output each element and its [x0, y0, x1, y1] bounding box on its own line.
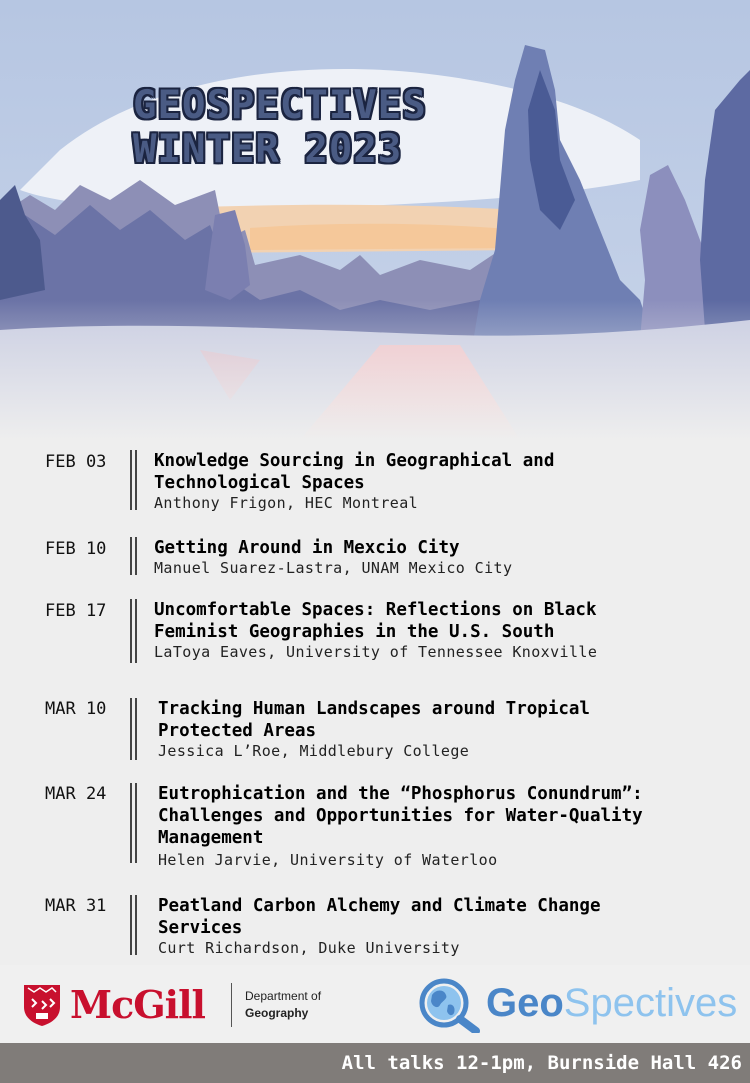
talk-title-line: Management [158, 828, 264, 848]
talk-date: FEB 03 [45, 452, 107, 472]
footer-bar [0, 1043, 750, 1083]
talk-date: MAR 10 [45, 699, 107, 719]
department-line-2 [245, 1005, 321, 1022]
globe-magnifier-icon [418, 977, 484, 1033]
talk-divider [130, 537, 137, 575]
page-title [133, 84, 427, 172]
talk-date: FEB 10 [45, 539, 107, 559]
talk-divider [130, 599, 137, 663]
talk-speaker: Anthony Frigon, HEC Montreal [154, 494, 419, 512]
talk-speaker: Helen Jarvie, University of Waterloo [158, 851, 498, 869]
talk-title-line: Peatland Carbon Alchemy and Climate Change [158, 896, 601, 916]
talk-date: MAR 24 [45, 784, 107, 804]
geospectives-part-2: Spectives [563, 981, 738, 1025]
talk-speaker: Manuel Suarez-Lastra, UNAM Mexico City [154, 559, 513, 577]
talk-title-line: Challenges and Opportunities for Water-Quality [158, 806, 643, 826]
department-line-1: Department of [245, 989, 322, 1003]
department-label [245, 988, 321, 1022]
talk-title-line: Eutrophication and the “Phosphorus Conundrum”: [158, 784, 643, 804]
talk-divider [130, 450, 137, 510]
mcgill-crest-icon [22, 983, 62, 1027]
talk-title-line: Services [158, 918, 243, 938]
talk-title-line: Feminist Geographies in the U.S. South [154, 622, 555, 642]
talk-date: MAR 31 [45, 896, 107, 916]
talk-speaker: Jessica L’Roe, Middlebury College [158, 742, 470, 760]
talk-speaker: LaToya Eaves, University of Tennessee Knoxville [154, 643, 598, 661]
footer-text: All talks 12-1pm, Burnside Hall 426 [341, 1052, 742, 1074]
talk-title-line: Uncomfortable Spaces: Reflections on Black [154, 600, 597, 620]
hero-winter-landscape [0, 0, 750, 440]
talk-title-line: Knowledge Sourcing in Geographical and [154, 451, 555, 471]
talk-divider [130, 783, 137, 863]
geospectives-part-1: Geo [486, 981, 564, 1025]
talk-title-line: Getting Around in Mexcio City [154, 538, 460, 558]
talk-divider [130, 895, 137, 955]
winter-landscape-illustration [0, 0, 750, 440]
talk-speaker: Curt Richardson, Duke University [158, 939, 460, 957]
talk-title-line: Tracking Human Landscapes around Tropical [158, 699, 590, 719]
talk-divider [130, 698, 137, 760]
geospectives-wordmark [486, 981, 737, 1026]
title-line-2: WINTER 2023 [133, 127, 403, 172]
title-line-1: GEOSPECTIVES [133, 83, 427, 128]
talk-title-line: Technological Spaces [154, 473, 365, 493]
logo-bar [0, 965, 750, 1043]
logo-divider [231, 983, 232, 1027]
department-name: Geography [245, 1006, 309, 1020]
talk-date: FEB 17 [45, 601, 107, 621]
mcgill-wordmark: McGill [70, 982, 205, 1027]
talk-title-line: Protected Areas [158, 721, 317, 741]
